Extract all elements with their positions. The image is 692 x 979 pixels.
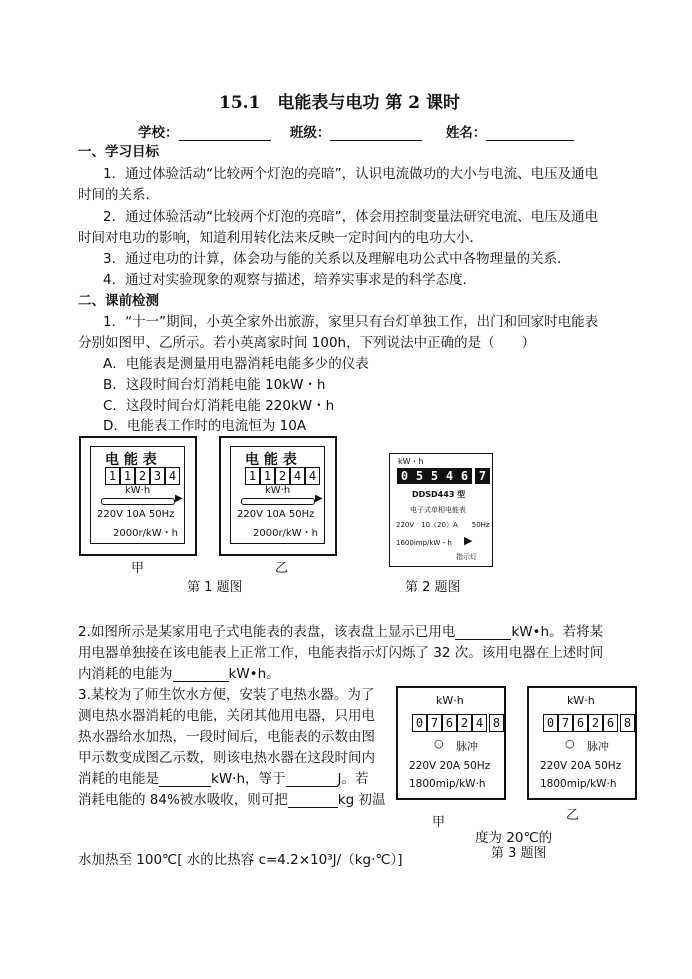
section1-heading: 一、学习目标 bbox=[78, 144, 159, 160]
pulse-label: 脉冲 bbox=[456, 740, 478, 753]
q1-option-b: B．这段时间台灯消耗电能 10kW・h bbox=[103, 377, 326, 393]
pulse-label: 脉冲 bbox=[587, 740, 609, 753]
meter-constant: 2000r/kW・h bbox=[253, 528, 318, 539]
fig1-caption: 第 1 题图 bbox=[187, 580, 243, 595]
digit: 6 bbox=[457, 468, 472, 484]
q2-text: 用电器单独接在该电能表上正常工作，电能表指示灯闪烁了 32 次。该用电器在上述时间 bbox=[78, 645, 604, 661]
objective-line: 3．通过电功的计算，体会功与能的关系以及理解电功公式中各物理量的关系． bbox=[103, 251, 571, 267]
q3-text: 3.某校为了师生饮水方便，安装了电热水器。为了 bbox=[78, 687, 375, 703]
fig1-label-jia: 甲 bbox=[131, 561, 145, 576]
answer-blank[interactable] bbox=[173, 667, 229, 682]
digit: 4 bbox=[165, 467, 180, 485]
pulse-lamp-icon: ○ bbox=[434, 737, 444, 750]
q2-text bbox=[78, 620, 603, 640]
answer-blank[interactable] bbox=[455, 625, 511, 640]
digit: 1 bbox=[260, 467, 275, 485]
digit: 6 bbox=[442, 714, 457, 732]
arrow-icon: ▶ bbox=[315, 493, 323, 504]
q3-text: 测电热水器消耗的电能，关闭其他用电器，只用电 bbox=[78, 708, 375, 724]
meter-unit: kW·h bbox=[567, 694, 595, 707]
objective-line: 1．通过体验活动“比较两个灯泡的亮暗”，认识电流做功的大小与电流、电压及通电 bbox=[103, 166, 599, 182]
answer-blank[interactable] bbox=[288, 793, 338, 808]
meter-title: 电 能 表 bbox=[245, 452, 297, 468]
objective-line: 时间的关系． bbox=[78, 187, 159, 203]
meter-digits bbox=[397, 468, 490, 484]
fig3-label-jia: 甲 bbox=[432, 815, 446, 830]
q3-text-part: 消耗的电能是 bbox=[78, 771, 159, 787]
pulse-meter-jia bbox=[396, 686, 506, 800]
q1-option-c: C．这段时间台灯消耗电能 220kW・h bbox=[103, 398, 335, 414]
meter-name: 电子式单相电能表 bbox=[410, 506, 466, 514]
section2-heading: 二、课前检测 bbox=[78, 293, 159, 309]
meter-digits bbox=[412, 714, 504, 732]
digit: 7 bbox=[475, 468, 490, 484]
q3-text: 热水器给水加热，一段时间后，电能表的示数由图 bbox=[78, 729, 375, 745]
q3-text bbox=[78, 788, 385, 808]
digit: 4 bbox=[290, 467, 305, 485]
digit: 2 bbox=[135, 467, 150, 485]
school-blank[interactable] bbox=[179, 126, 271, 141]
digit: 1 bbox=[105, 467, 120, 485]
digit: 0 bbox=[412, 714, 427, 732]
q1-text: 1．“十一”期间，小英全家外出旅游，家里只有台灯单独工作，出门和回家时电能表 bbox=[103, 314, 599, 330]
q3-text bbox=[78, 767, 369, 787]
meter-unit: kW・h bbox=[398, 457, 424, 466]
q3-text: 水加热至 100℃[ 水的比热容 c=4.2×10³J/（kg·℃）] bbox=[78, 852, 403, 868]
digit: 2 bbox=[588, 714, 603, 732]
digit: 4 bbox=[472, 714, 487, 732]
meter-rating: 220V 10A 50Hz bbox=[237, 509, 315, 520]
fig3-caption: 第 3 题图 bbox=[491, 846, 547, 861]
q3-text: 甲示数变成图乙示数，则该电热水器在这段时间内 bbox=[78, 750, 375, 766]
school-label: 学校： bbox=[138, 125, 179, 141]
q2-text-part: 2.如图所示是某家用电子式电能表的表盘，该表盘上显示已用电 bbox=[78, 624, 456, 640]
meter-digits bbox=[105, 467, 180, 485]
q1-text: 分别如图甲、乙所示。若小英离家时间 100h，下列说法中正确的是（ ） bbox=[78, 335, 536, 351]
digit: 0 bbox=[397, 468, 412, 484]
q3-text-part: kg 初温 bbox=[337, 792, 386, 808]
header-fields bbox=[138, 121, 574, 141]
meter-unit: kW·h bbox=[125, 485, 151, 496]
q2-text-part: 内消耗的电能为 bbox=[78, 666, 173, 682]
meter-rating: 220V 20A 50Hz bbox=[540, 760, 622, 772]
digit: 8 bbox=[620, 714, 635, 732]
q3-text: 度为 20℃的 bbox=[475, 830, 553, 846]
meter-title: 电 能 表 bbox=[105, 452, 157, 468]
meter-constant: 1800mip/kW·h bbox=[409, 778, 486, 790]
q2-text bbox=[78, 662, 280, 682]
indicator-label: 指示灯 bbox=[456, 553, 477, 561]
pulse-meter-yi bbox=[527, 686, 637, 800]
meter-jia bbox=[79, 436, 197, 556]
q3-text-part: 消耗电能的 84%被水吸收，则可把 bbox=[78, 792, 288, 808]
digit: 2 bbox=[457, 714, 472, 732]
answer-blank[interactable] bbox=[286, 772, 338, 787]
digit: 1 bbox=[245, 467, 260, 485]
objective-line: 4．通过对实验现象的观察与描述，培养实事求是的科学态度． bbox=[103, 272, 477, 288]
meter-constant: 2000r/kW・h bbox=[113, 528, 178, 539]
digit: 5 bbox=[427, 468, 442, 484]
digit: 3 bbox=[150, 467, 165, 485]
rotor-disc bbox=[101, 498, 175, 505]
arrow-icon: ▶ bbox=[175, 493, 183, 504]
digit: 5 bbox=[412, 468, 427, 484]
digit: 0 bbox=[543, 714, 558, 732]
meter-model: DDSD443 型 bbox=[412, 490, 466, 499]
fig1-label-yi: 乙 bbox=[275, 561, 289, 576]
indicator-lamp-icon: ▶ bbox=[464, 534, 473, 547]
class-label: 班级： bbox=[289, 125, 331, 141]
digit: 4 bbox=[442, 468, 457, 484]
digit: 2 bbox=[275, 467, 290, 485]
digit: 1 bbox=[120, 467, 135, 485]
q1-option-d: D．电能表工作时的电流恒为 10A bbox=[103, 418, 307, 434]
answer-blank[interactable] bbox=[159, 772, 211, 787]
digit: 8 bbox=[489, 714, 504, 732]
q3-text-part: J。若 bbox=[337, 771, 369, 787]
digit: 7 bbox=[427, 714, 442, 732]
meter-constant: 1800mip/kW·h bbox=[540, 778, 617, 790]
meter-rating: 220V 20A 50Hz bbox=[409, 760, 491, 772]
meter-digits bbox=[543, 714, 635, 732]
name-label: 姓名： bbox=[445, 125, 487, 141]
q1-option-a: A．电能表是测量用电器消耗电能多少的仪表 bbox=[103, 356, 369, 372]
meter-yi bbox=[219, 436, 337, 556]
meter-unit: kW·h bbox=[265, 485, 291, 496]
fig2-caption: 第 2 题图 bbox=[405, 580, 461, 595]
q2-text-part: kW•h。 bbox=[228, 666, 280, 682]
digit: 6 bbox=[603, 714, 618, 732]
q3-text-part: kW·h，等于 bbox=[211, 771, 286, 787]
pulse-lamp-icon: ○ bbox=[565, 737, 575, 750]
meter-unit: kW·h bbox=[436, 694, 464, 707]
meter-rating: 220V 10（20）A 50Hz bbox=[396, 521, 490, 529]
class-blank[interactable] bbox=[330, 126, 422, 141]
meter-rating: 220V 10A 50Hz bbox=[97, 509, 175, 520]
rotor-disc bbox=[241, 498, 315, 505]
electronic-meter bbox=[389, 453, 493, 567]
digit: 6 bbox=[573, 714, 588, 732]
name-blank[interactable] bbox=[486, 126, 574, 141]
objective-line: 时间对电功的影响，知道利用转化法来反映一定时间内的电功大小． bbox=[78, 230, 483, 246]
digit: 7 bbox=[558, 714, 573, 732]
objective-line: 2．通过体验活动“比较两个灯泡的亮暗”，体会用控制变量法研究电流、电压及通电 bbox=[103, 209, 599, 225]
q2-text-part: kW•h。若将某 bbox=[511, 624, 604, 640]
meter-constant: 1600imp/kW・h bbox=[396, 539, 452, 547]
digit: 4 bbox=[305, 467, 320, 485]
page-title: 15.1 电能表与电功 第 2 课时 bbox=[219, 93, 460, 113]
meter-digits bbox=[245, 467, 320, 485]
fig3-label-yi: 乙 bbox=[566, 808, 580, 823]
